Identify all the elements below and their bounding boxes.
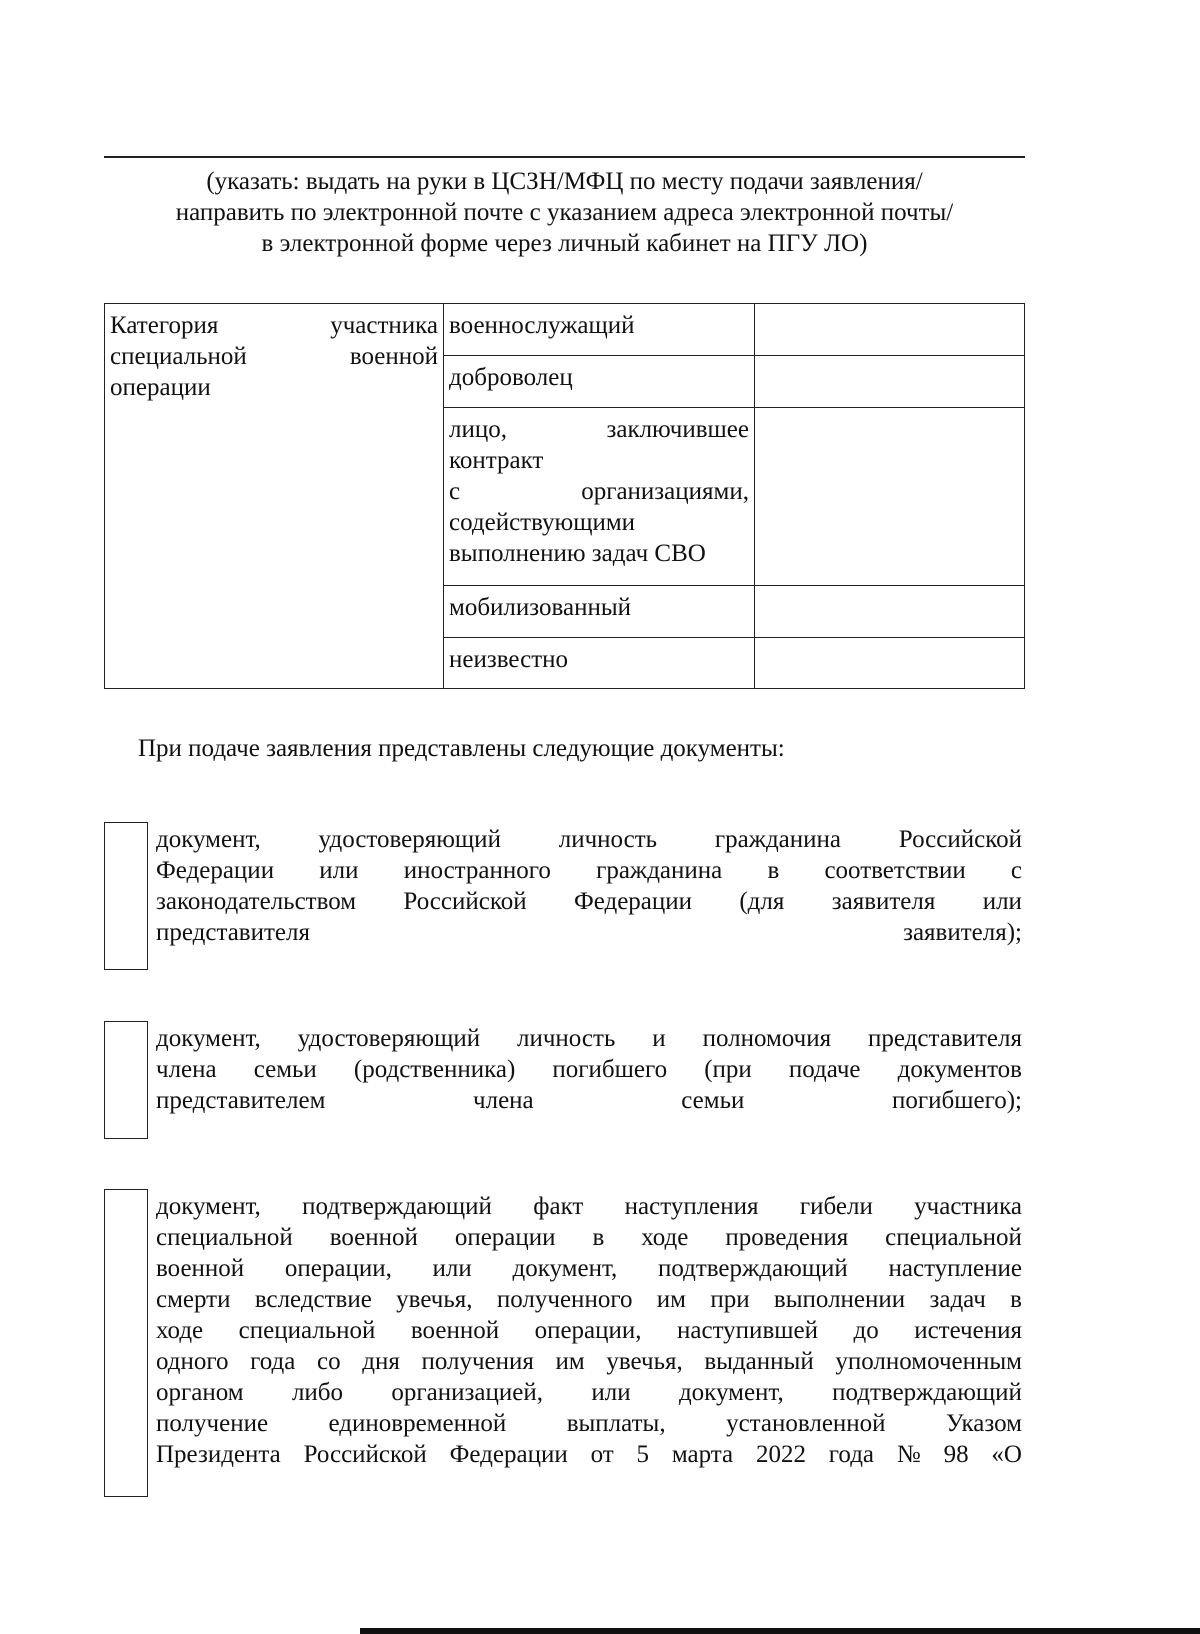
word: Российской	[403, 888, 527, 915]
mark-cell-contractor[interactable]	[755, 408, 1025, 586]
word: документ,	[512, 1255, 618, 1282]
word: представителя	[868, 1025, 1022, 1052]
word: в	[767, 857, 780, 884]
word: (родственника)	[353, 1056, 516, 1083]
mark-cell-unknown[interactable]	[755, 638, 1025, 689]
word: удостоверяющий	[318, 826, 501, 853]
word: ходе	[641, 1224, 689, 1251]
word: документ,	[156, 826, 261, 853]
word: факт	[533, 1193, 584, 1220]
word: 5	[636, 1441, 650, 1468]
word: марта	[671, 1441, 734, 1468]
document-line	[156, 1253, 1022, 1284]
word: Президента	[156, 1441, 281, 1468]
delivery-method-caption	[104, 166, 1025, 259]
mark-cell-serviceman[interactable]	[755, 304, 1025, 356]
contract-line	[449, 538, 749, 569]
caption-line: в электронной форме через личный кабинет на ПГУ ЛО)	[261, 230, 868, 257]
contract-word: содействующими	[449, 509, 636, 536]
documents-heading: При подаче заявления представлены следующие документы:	[138, 735, 785, 762]
document-checkbox[interactable]	[104, 1189, 148, 1497]
option-mobilized: мобилизованный	[444, 586, 755, 638]
document-checkbox[interactable]	[104, 1021, 148, 1139]
option-unknown: неизвестно	[444, 638, 755, 689]
word: специальной	[156, 1224, 293, 1251]
contract-line	[449, 414, 749, 445]
word: органом	[156, 1379, 244, 1406]
contract-line	[449, 445, 749, 476]
contract-word: выполнению задач СВО	[449, 540, 706, 567]
word: 2022	[755, 1441, 806, 1468]
word: Федерации	[156, 857, 275, 884]
contract-line	[449, 476, 749, 507]
word: документ,	[156, 1025, 261, 1052]
word: установленной	[726, 1410, 886, 1437]
participant-category-table	[104, 303, 1025, 689]
category-label-line-1	[110, 310, 438, 341]
word: от	[590, 1441, 614, 1468]
option-contractor	[444, 408, 755, 586]
word: гибели	[799, 1193, 873, 1220]
word: в	[592, 1224, 605, 1251]
word: гражданина	[596, 857, 723, 884]
category-label-word: специальной	[110, 343, 247, 370]
word: погибшего	[552, 1056, 668, 1083]
document-line	[156, 1439, 1022, 1470]
word: «О	[991, 1441, 1022, 1468]
signature-line	[104, 156, 1025, 158]
word: подаче	[788, 1056, 861, 1083]
word: проведения	[725, 1224, 849, 1251]
category-label-cell	[105, 304, 444, 689]
word: 98	[943, 1441, 969, 1468]
category-label-word: Категория	[110, 312, 219, 339]
word: наступления	[624, 1193, 759, 1220]
word: и	[652, 1025, 666, 1052]
word: выплаты,	[566, 1410, 666, 1437]
option-serviceman: военнослужащий	[444, 304, 755, 356]
word: единовременной	[328, 1410, 507, 1437]
word: ходе	[156, 1317, 204, 1344]
word: года	[828, 1441, 875, 1468]
word: или	[982, 888, 1022, 915]
word: удостоверяющий	[297, 1025, 481, 1052]
word: или	[591, 1379, 631, 1406]
word: или	[432, 1255, 472, 1282]
document-line	[156, 1346, 1022, 1377]
word: либо	[291, 1379, 344, 1406]
word: военной	[329, 1224, 418, 1251]
category-label-line-2	[110, 341, 438, 372]
document-item-identity	[104, 822, 1025, 972]
word: Федерации	[573, 888, 693, 915]
document-line	[156, 1191, 1022, 1222]
word: специальной	[238, 1317, 376, 1344]
word: подтверждающий	[657, 1255, 848, 1282]
category-label-word: участника	[330, 312, 438, 339]
caption-line: (указать: выдать на руки в ЦСЗН/МФЦ по месту подачи заявления/	[206, 168, 923, 195]
word: истечения	[914, 1317, 1022, 1344]
document-text	[156, 1191, 1022, 1470]
word: члена	[156, 1056, 217, 1083]
document-checkbox[interactable]	[104, 822, 148, 970]
word: личность	[517, 1025, 616, 1052]
word: участника	[914, 1193, 1022, 1220]
contract-line	[449, 507, 749, 538]
document-line	[156, 855, 1022, 886]
word: или	[319, 857, 359, 884]
contract-word: контракт	[449, 447, 544, 474]
option-volunteer: доброволец	[444, 356, 755, 408]
word: документов	[897, 1056, 1022, 1083]
word: документ,	[678, 1379, 784, 1406]
word: до	[853, 1317, 879, 1344]
word: получение	[156, 1410, 269, 1437]
document-line	[156, 1054, 1022, 1085]
word: операции,	[284, 1255, 392, 1282]
document-text	[156, 824, 1022, 948]
word: (при	[704, 1056, 752, 1083]
word: полномочия	[702, 1025, 832, 1052]
word: наступление	[888, 1255, 1022, 1282]
word: одного года со дня получения им увечья, выданный уполномоченным	[156, 1348, 1022, 1375]
word: Указом	[946, 1410, 1022, 1437]
word: (для	[739, 888, 785, 915]
word: военной	[156, 1255, 245, 1282]
document-line	[156, 1377, 1022, 1408]
word: гражданина	[714, 826, 842, 853]
document-line	[156, 1315, 1022, 1346]
category-label-word: операции	[110, 374, 211, 401]
word: Федерации	[449, 1441, 568, 1468]
word: Российской	[898, 826, 1022, 853]
word: представителя заявителя);	[156, 919, 1022, 946]
document-item-death-fact	[104, 1189, 1025, 1499]
word: специальной	[885, 1224, 1022, 1251]
word: организацией,	[391, 1379, 543, 1406]
word: соответствии	[824, 857, 966, 884]
scan-edge-bar	[360, 1628, 1200, 1634]
word: семьи	[253, 1056, 317, 1083]
document-line	[156, 1408, 1022, 1439]
word: наступившей	[677, 1317, 818, 1344]
word: представителем члена семьи погибшего);	[156, 1087, 1022, 1114]
word: Российской	[303, 1441, 427, 1468]
word: военной	[410, 1317, 500, 1344]
word: заявителя	[831, 888, 936, 915]
contract-word: лицо,	[449, 416, 507, 443]
document-line	[156, 1284, 1022, 1315]
word: документ,	[156, 1193, 261, 1220]
word: личность	[558, 826, 658, 853]
document-text	[156, 1023, 1022, 1116]
word: подтверждающий	[832, 1379, 1022, 1406]
document-line	[156, 824, 1022, 855]
document-item-representative	[104, 1021, 1025, 1141]
document-line	[156, 1222, 1022, 1253]
contract-word: организациями,	[581, 478, 749, 505]
document-line	[156, 1023, 1022, 1054]
contract-word: заключившее	[606, 416, 749, 443]
contract-word: с	[449, 478, 461, 505]
mark-cell-mobilized[interactable]	[755, 586, 1025, 638]
word: с	[1010, 857, 1022, 884]
word: №	[896, 1441, 921, 1468]
word: операции,	[534, 1317, 642, 1344]
word: смерти вследствие увечья, полученного им при выполнении задач в	[156, 1286, 1022, 1313]
document-line	[156, 917, 1022, 948]
word: операции	[454, 1224, 556, 1251]
document-line	[156, 886, 1022, 917]
document-line	[156, 1085, 1022, 1116]
word: подтверждающий	[302, 1193, 492, 1220]
word: иностранного	[403, 857, 551, 884]
category-label-word: военной	[349, 343, 438, 370]
category-label-line-3	[110, 372, 438, 403]
mark-cell-volunteer[interactable]	[755, 356, 1025, 408]
caption-line: направить по электронной почте с указанием адреса электронной почты/	[175, 199, 954, 226]
word: законодательством	[156, 888, 357, 915]
